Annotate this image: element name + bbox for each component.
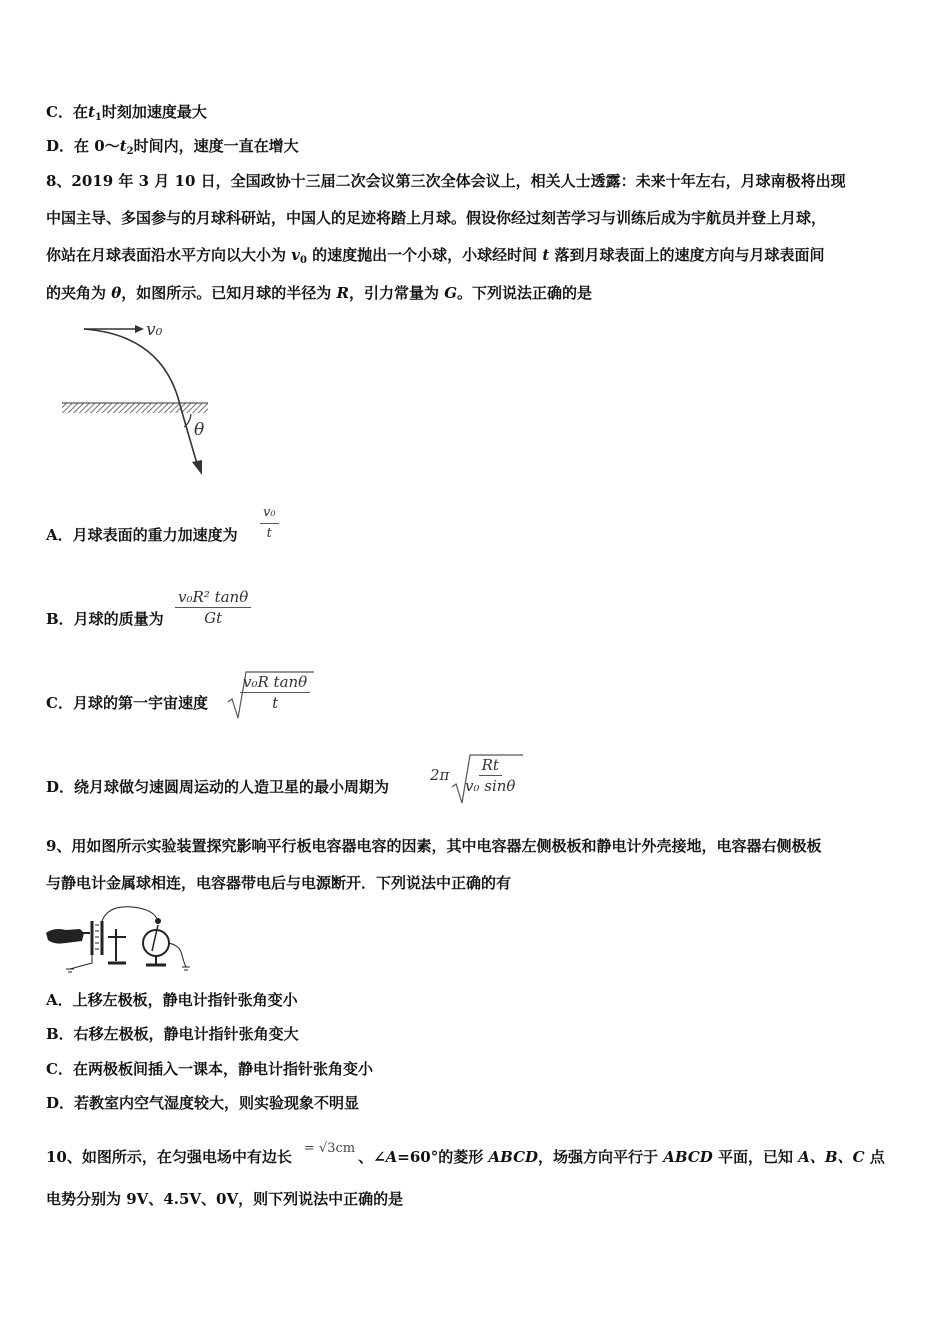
moon-surface xyxy=(62,403,208,413)
formula-a: $\frac{\text{v₀}}{t}$ xyxy=(260,503,279,544)
v0-label: v₀ xyxy=(146,320,163,340)
capacitor-electrometer-figure xyxy=(44,903,196,975)
side-length-formula: = √3cm xyxy=(303,1141,356,1156)
theta-label: θ xyxy=(194,420,205,440)
q8-line-2: 中国主导、多国参与的月球科研站，中国人的足迹将踏上月球。假设你经过刻苦学习与训练后成为宇航员并登上月球， xyxy=(46,209,827,227)
formula-d-prefix: 2π xyxy=(430,766,450,784)
q9-option-d: D．若教室内空气湿度较大，则实验现象不明显 xyxy=(46,1094,360,1112)
q9-option-b: B．右移左极板，静电计指针张角变大 xyxy=(46,1025,299,1043)
q8-option-a: A．月球表面的重力加速度为 xyxy=(46,526,238,544)
hand-icon xyxy=(46,929,84,944)
option-c-prev: C．在$t_1$时刻加速度最大 xyxy=(46,103,207,123)
q8-option-d: D．绕月球做匀速圆周运动的人造卫星的最小周期为 xyxy=(46,778,390,796)
q8-line-4: 的夹角为 θ，如图所示。已知月球的半径为 R，引力常量为 G。下列说法正确的是 xyxy=(46,284,593,302)
electrometer-needle xyxy=(152,925,158,951)
q8-line-1: 8、2019 年 3 月 10 日，全国政协十三届二次会议第三次全体会议上，相关人士透露：未来十年左右，月球南极将出现 xyxy=(46,172,846,190)
q8-line-3: 你站在月球表面沿水平方向以大小为 $v_0$ 的速度抛出一个小球，小球经时间 t 落到月球表面上的速度方向与月球表面间 xyxy=(46,246,825,266)
q9-line-2: 与静电计金属球相连，电容器带电后与电源断开．下列说法中正确的有 xyxy=(46,874,512,892)
projectile-figure xyxy=(58,315,228,485)
velocity-arrowhead xyxy=(135,325,144,333)
formula-b: $\frac{\text{v₀R² tanθ}}{Gt}$ xyxy=(175,587,251,628)
option-d-prev: D．在 $0\sim t_2$时间内，速度一直在增大 xyxy=(46,137,299,157)
q10-line-1: 10、如图所示，在匀强电场中有边长 = √3cm 、∠A=60°的菱形 ABCD，场强方向平行于 ABCD 平面，已知 A、B、C 点 xyxy=(46,1141,885,1166)
q10-line-2: 电势分别为 9V、4.5V、0V，则下列说法中正确的是 xyxy=(46,1190,404,1208)
q9-option-a: A．上移左极板，静电计指针张角变小 xyxy=(46,991,298,1009)
trajectory-arrowhead xyxy=(192,460,202,475)
q9-line-1: 9、用如图所示实验装置探究影响平行板电容器电容的因素，其中电容器左侧极板和静电计外壳接地，电容器右侧极板 xyxy=(46,837,822,855)
q8-option-b: B．月球的质量为 xyxy=(46,610,164,628)
formula-c: $\frac{\text{v₀R tanθ}}{t}$ xyxy=(240,672,310,713)
q9-option-c: C．在两极板间插入一课本，静电计指针张角变小 xyxy=(46,1060,373,1078)
electrometer-ball xyxy=(155,918,161,924)
formula-d: $\frac{Rt}{\text{v₀ sinθ}}$ xyxy=(465,756,516,795)
q8-option-c: C．月球的第一宇宙速度 xyxy=(46,694,208,712)
trajectory-curve xyxy=(84,329,198,467)
